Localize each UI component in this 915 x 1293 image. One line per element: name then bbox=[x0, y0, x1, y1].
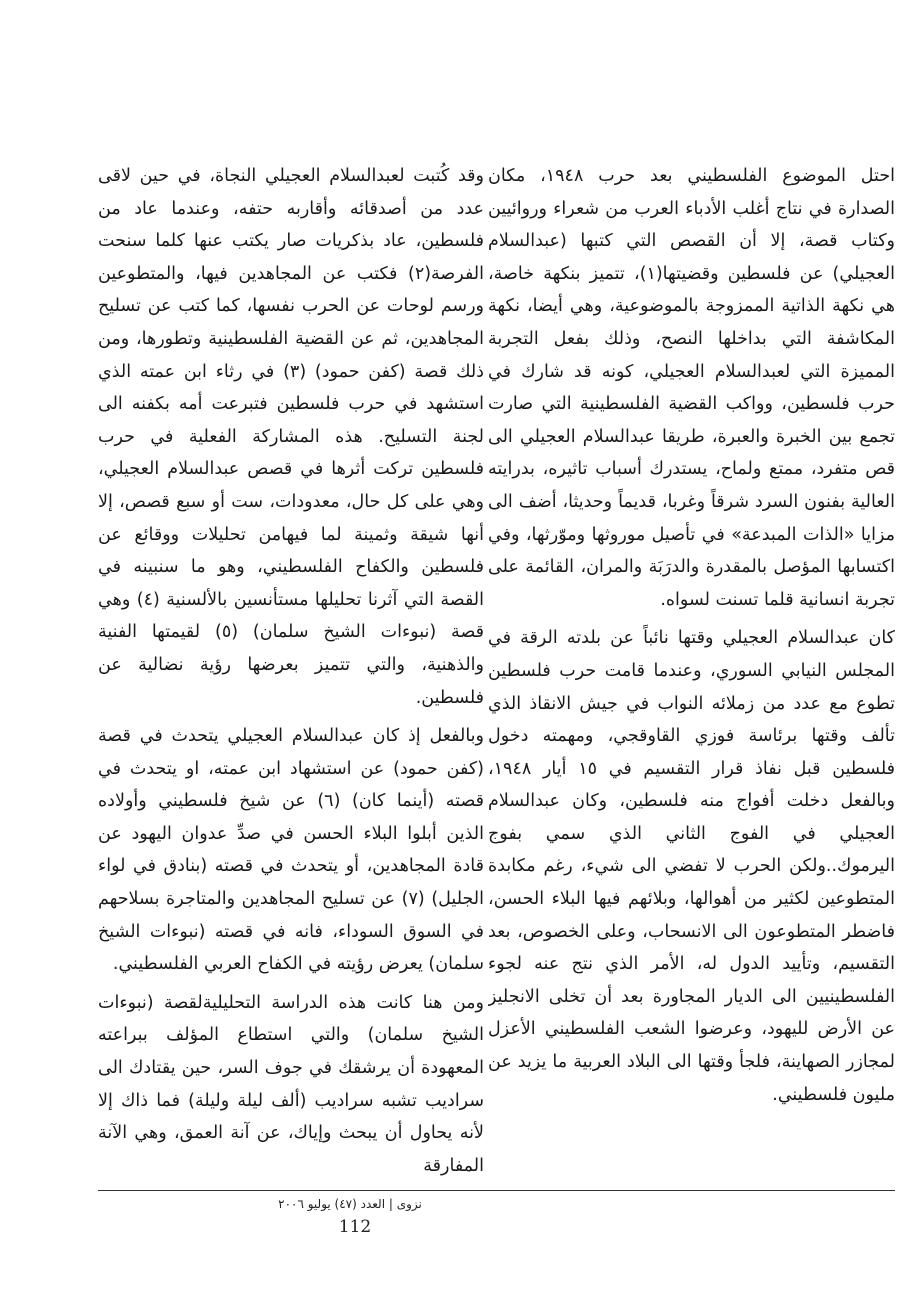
paragraph: احتل الموضوع الفلسطيني بعد حرب ١٩٤٨، مكان الصدارة في نتاج أغلب الأدباء العرب من شعراء وروائيين وكتاب قصة، إلا أن القصص التي كتبها (عبدالسلام العجيلي) عن فلسطين وقضيتها(١)، تتميز بنكهة خاصة، هي نكهة الذاتية الممزوجة بالموضوعية، وهي أيضا، نكهة المكاشفة التي بداخلها النصح، وذلك بفعل التجربة المميزة التي لعبدالسلام العجيلي، كونه قد شارك في حرب فلسطين، وواكب القضية الفلسطينية التي صارت تجمع بين الخبرة والعبرة، طريقا عبدالسلام العجيلي الى قص متفرد، ممتع ولماح، يستدرك أسباب تاثيره، بدرايته العالية بفنون السرد شرقاً وغربا، قديماً وحديثا، أضف الى مزايا «الذات المبدعة» في تأصيل موروثها وموّرثها، وفي اكتسابها المؤصل بالمقدرة والدرَبَة والمران، القائمة على تجربة انسانية قلما تسنت لسواه. bbox=[488, 166, 895, 610]
article-column-left bbox=[98, 160, 484, 1180]
paragraph: وبالفعل إذ كان عبدالسلام العجيلي يتحدث في قصة (كفن حمود) عن استشهاد ابن عمته، او يتحدث في قصته (أينما كان) (٦) عن شيخ فلسطيني وأولاده الذين أبلوا البلاء الحسن في صدِّ عدوان اليهود عن قادة المجاهدين، أو يتحدث في قصته (بنادق في لواء الجليل) (٧) عن تسليح المجاهدين والمتاجرة بسلاحهم في السوق السوداء، فانه في قصته (نبوءات الشيخ سلمان) يعرض رؤيته في الكفاح العربي الفلسطيني. bbox=[98, 726, 484, 975]
paragraph: وقد كُتبت لعبدالسلام العجيلي النجاة، في حين لاقى عدد من أصدقائه وأقاربه حتفه، وعندما عاد من فلسطين، عاد بذكريات صار يكتب عنها كلما سنحت الفرصة(٢) فكتب عن المجاهدين فيها، والمتطوعين ورسم لوحات عن الحرب نفسها، كما كتب عن تسليح المجاهدين، ثم عن القضية الفلسطينية وتطورها، ومن ذلك قصة (كفن حمود) (٣) في رثاء ابن عمته الذي استشهد في حرب فلسطين فتبرعت أمه بكفنه الى لجنة التسليح. هذه المشاركة الفعلية في حرب فلسطين تركت أثرها في قصص عبدالسلام العجيلي، وهي على كل حال، معدودات، ست أو سبع قصص، إلا أنها شيقة وثمينة لما فيهامن تحليلات ووقائع عن فلسطين والكفاح الفلسطيني، وهو ما سنبينه في القصة التي آثرنا تحليلها مستأنسين بالألسنية (٤) وهي قصة (نبوءات الشيخ سلمان) (٥) لقيمتها الفنية والذهنية، والتي تتميز بعرضها رؤية نضالية عن فلسطين. bbox=[98, 166, 484, 708]
article-column-right bbox=[488, 160, 895, 1180]
page-number: 112 bbox=[338, 1217, 372, 1237]
paragraph: ومن هنا كانت هذه الدراسة التحليليةلقصة (نبوءات الشيخ سلمان) والتي استطاع المؤلف ببراعته المعهودة أن يرشقك في جوف السر، حين يقتادك الى سراديب تشبه سراديب (ألف ليلة وليلة) فما ذاك إلا لأنه يحاول أن يبحث وإياك، عن آنة العمق، وهي الآنة المفارقة bbox=[98, 992, 484, 1176]
paragraph: كان عبدالسلام العجيلي وقتها نائباً عن بلدته الرقة في المجلس النيابي السوري، وعندما قامت حرب فلسطين تطوع مع عدد من زملائه النواب في جيش الانقاذ الذي تألف وقتها برئاسة فوزي القاوقجي، ومهمته دخول فلسطين قبل نفاذ قرار التقسيم في ١٥ أيار ١٩٤٨، وبالفعل دخلت أفواج منه فلسطين، وكان عبدالسلام العجيلي في الفوج الثاني الذي سمي بفوج اليرموك..ولكن الحرب لا تفضي الى شيء، رغم مكابدة المتطوعين لكثير من أهوالها، وبلائهم فيها البلاء الحسن، فاضطر المتطوعون الى الانسحاب، وعلى الخصوص، بعد التقسيم، وتأييد الدول له، الأمر الذي نتج عنه لجوء الفلسطينيين الى الديار المجاورة بعد أن تخلى الانجليز عن الأرض لليهود، وعرضوا الشعب الفلسطيني الأعزل لمجازر الصهاينة، فلجأ وقتها الى البلاد العربية ما يزيد عن مليون فلسطيني. bbox=[488, 628, 895, 1105]
footer-divider bbox=[98, 1190, 895, 1191]
issue-info: نزوى | العدد (٤٧) يوليو ٢٠٠٦ bbox=[278, 1197, 422, 1211]
